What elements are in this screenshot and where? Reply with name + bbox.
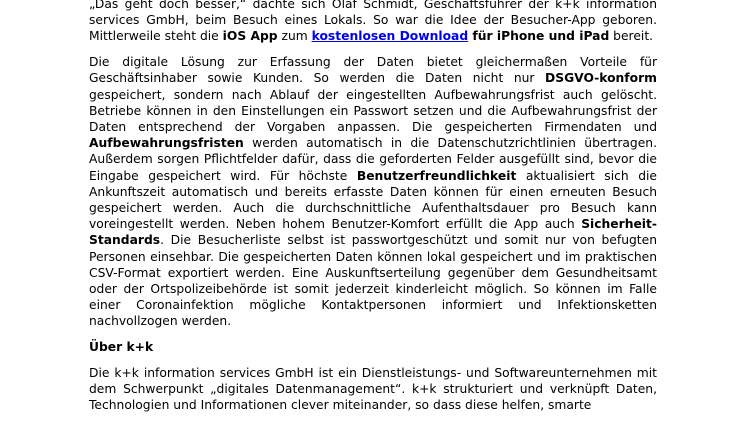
features-text-5: . Die Besucherliste selbst ist passwortgeschützt und somit nur von befugten Personen einsehbar. Die gespeicherten Daten können lokal gespeichert und im praktischen CSV-Format exportiert werden. Eine Auskunftserteilung gegenüber dem Gesundheitsamt oder der Ortspolizeibehörde ist somit jederzeit kinderleicht möglich. So können im Falle einer Coronainfektion mögliche Kontaktpersonen informiert und Infektionsketten nachvollzogen werden.: [89, 233, 657, 329]
features-text-2: gespeichert, sondern nach Ablauf der eingestellten Aufbewahrungsfrist auch gelöscht. Betriebe können in den Einstellungen ein Passwort setzen und die Aufbewahrungsfrist der Daten entsprechend der Vorgaben anpassen. Die gespeicherten Firmendaten und: [89, 87, 657, 134]
retention-highlight: Aufbewahrungsfristen: [89, 136, 244, 151]
intro-text-3: bereit.: [609, 29, 654, 44]
download-link[interactable]: kostenlosen Download: [311, 29, 469, 44]
intro-text-1: „Das geht doch besser,“ dachte sich Olaf Schmidt, Geschäftsführer der k+k information services GmbH, beim Besuch eines Lokals. So war die Idee der Besucher-App geboren. Mittlerweile steht die: [89, 0, 657, 44]
ios-app-highlight: iOS App: [222, 29, 278, 44]
devices-highlight: für iPhone und iPad: [468, 29, 610, 44]
about-text-1: Die k+k information services GmbH ist ein Dienstleistungs- und Softwareunternehmen mit dem Schwerpunkt „digitales Datenmanagement“. k+k strukturiert und verknüpft Daten, Technologien und Informationen clever miteinander, so dass diese helfen, smarte: [89, 365, 657, 413]
usability-highlight: Benutzerfreundlichkeit: [356, 168, 517, 183]
document-body: [89, 0, 657, 423]
security-highlight: Sicherheit-Standards: [89, 217, 657, 248]
intro-text-2: zum: [277, 29, 312, 44]
paragraph-intro: [89, 0, 657, 45]
paragraph-about: [89, 365, 657, 414]
paragraph-features: [89, 54, 657, 329]
features-text-4: aktualisiert sich die Ankunftszeit automatisch und bereits erfasste Daten können für einen erneuten Besuch gespeichert werden. Auch die durchschnittliche Aufenthaltsdauer pro Besuch kann voreingestellt werden. Neben hohem Benutzer-Komfort erfüllt die App auch: [89, 168, 657, 232]
section-heading-about: Über k+k: [89, 340, 154, 355]
features-text-3: werden automatisch in die Datenschutzrichtlinien übertragen. Außerdem sorgen Pflichtfelder dafür, dass die geforderten Felder ausgefüllt sind, bevor die Eingabe gespeichert wird. Für höchste: [89, 136, 657, 183]
dsgvo-highlight: DSGVO-konform: [545, 71, 657, 86]
features-text-1: Die digitale Lösung zur Erfassung der Daten bietet gleichermaßen Vorteile für Geschäftsinhaber sowie Kunden. So werden die Daten nicht nur: [89, 55, 657, 86]
